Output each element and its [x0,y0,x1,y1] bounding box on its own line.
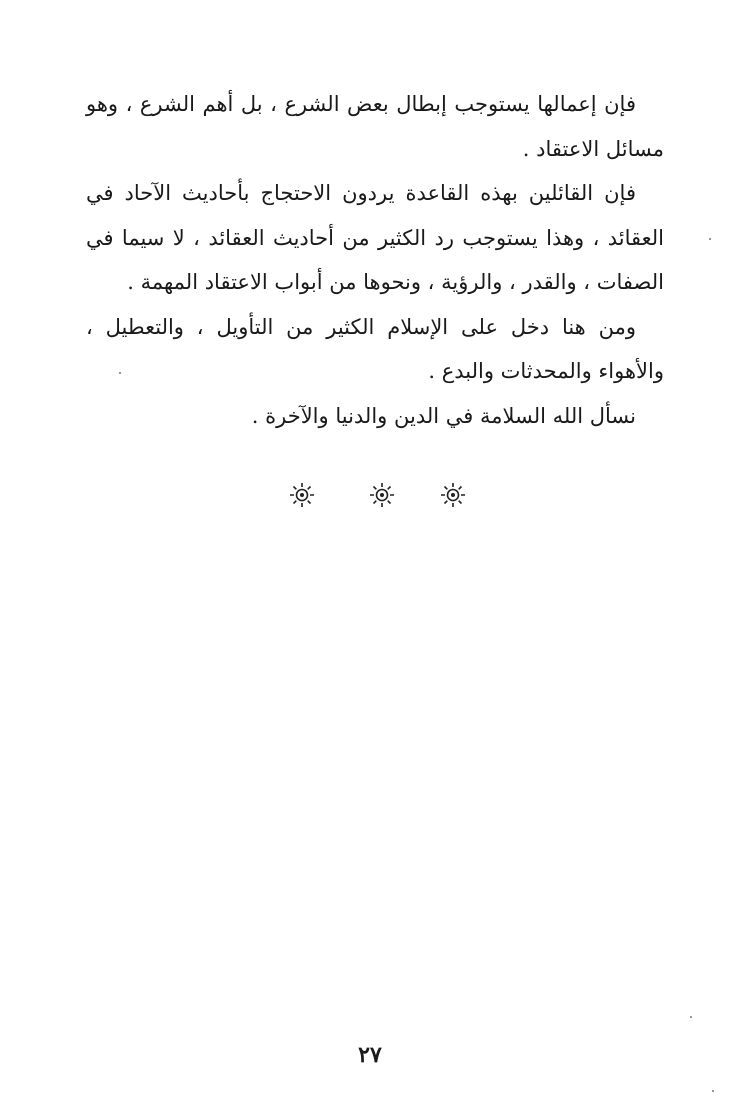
text-line: العقائد ، وهذا يستوجب رد الكثير من أحاديث العقائد ، لا سيما في [86,225,664,250]
text-line: مسائل الاعتقاد . [522,136,664,161]
sunburst-ornament-icon [438,480,468,510]
paragraph-4 [86,394,664,439]
text-line: الصفات ، والقدر ، والرؤية ، ونحوها من أبواب الاعتقاد المهمة . [127,270,664,294]
paragraph-2 [86,171,664,305]
paragraph-1 [86,82,664,171]
text-line: فإن القائلين بهذه القاعدة يردون الاحتجاج بأحاديث الآحاد في [86,181,636,205]
sunburst-ornament-icon [367,480,397,510]
paragraph-3 [86,305,664,394]
text-line: فإن إعمالها يستوجب إبطال بعض الشرع ، بل أهم الشرع ، وهو [86,92,636,116]
scan-speck [119,372,121,374]
text-line: والأهواء والمحدثات والبدع . [428,359,664,383]
text-line: نسأل الله السلامة في الدين والدنيا والآخرة . [251,403,636,428]
scan-speck [712,1090,714,1092]
scan-speck [690,1016,692,1018]
text-line: ومن هنا دخل على الإسلام الكثير من التأويل ، والتعطيل ، [86,314,636,339]
scan-speck [709,238,711,240]
page-number: ٢٧ [358,1042,382,1068]
body-text [86,82,664,438]
sunburst-ornament-icon [287,480,317,510]
section-divider-ornaments [0,480,739,516]
